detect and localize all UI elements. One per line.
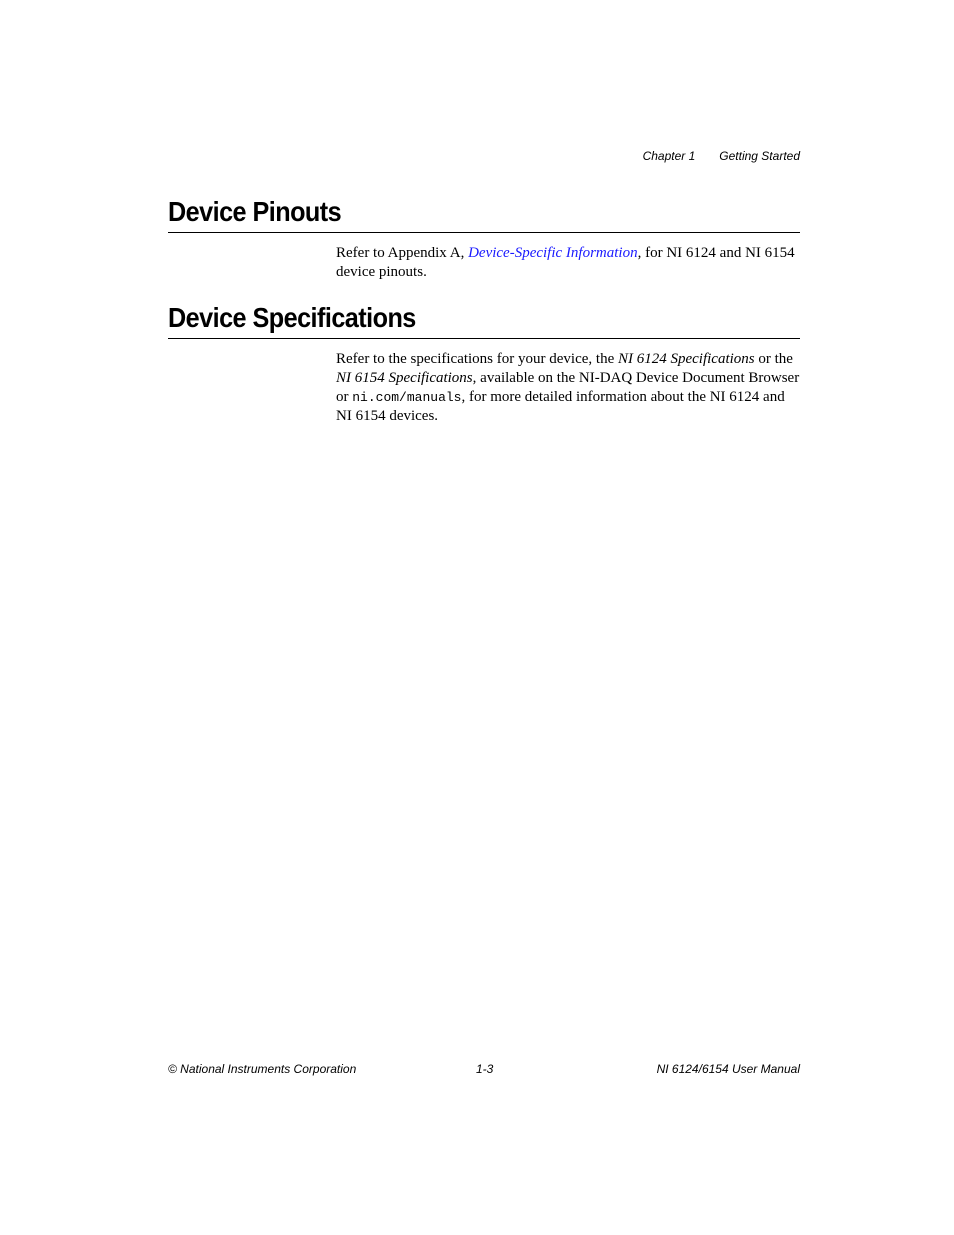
spec-title-6154: NI 6154 Specifications	[336, 370, 473, 386]
section-device-specifications	[168, 302, 800, 426]
section-body	[336, 350, 800, 426]
body-text-run: , available on the NI-DAQ Device Document Browser or	[336, 370, 800, 405]
footer-copyright: © National Instruments Corporation	[168, 1062, 357, 1076]
footer-page-number: 1-3	[476, 1062, 494, 1076]
heading-rule	[168, 338, 800, 339]
section-heading: Device Pinouts	[168, 196, 342, 227]
manuals-url: ni.com/manuals	[352, 390, 462, 405]
page-footer	[168, 1062, 800, 1078]
body-text-run: , for more detailed information about the NI 6124 and NI 6154 devices.	[336, 389, 785, 424]
header-chapter: Chapter 1	[642, 149, 696, 163]
body-text-run: Refer to the specifications for your device, the	[336, 351, 618, 367]
appendix-link[interactable]: Device-Specific Information	[468, 245, 638, 261]
heading-rule	[168, 232, 800, 233]
spec-title-6124: NI 6124 Specifications	[617, 351, 755, 367]
section-device-pinouts	[168, 196, 800, 282]
body-text-run: Refer to Appendix A,	[336, 245, 469, 261]
body-text-run: or the	[754, 351, 793, 367]
header-title: Getting Started	[719, 149, 800, 163]
footer-manual-title: NI 6124/6154 User Manual	[656, 1062, 800, 1076]
running-header	[643, 149, 800, 163]
section-body	[336, 244, 800, 282]
body-text-run: , for NI 6124 and NI 6154 device pinouts.	[336, 245, 795, 280]
section-heading: Device Specifications	[168, 302, 416, 333]
